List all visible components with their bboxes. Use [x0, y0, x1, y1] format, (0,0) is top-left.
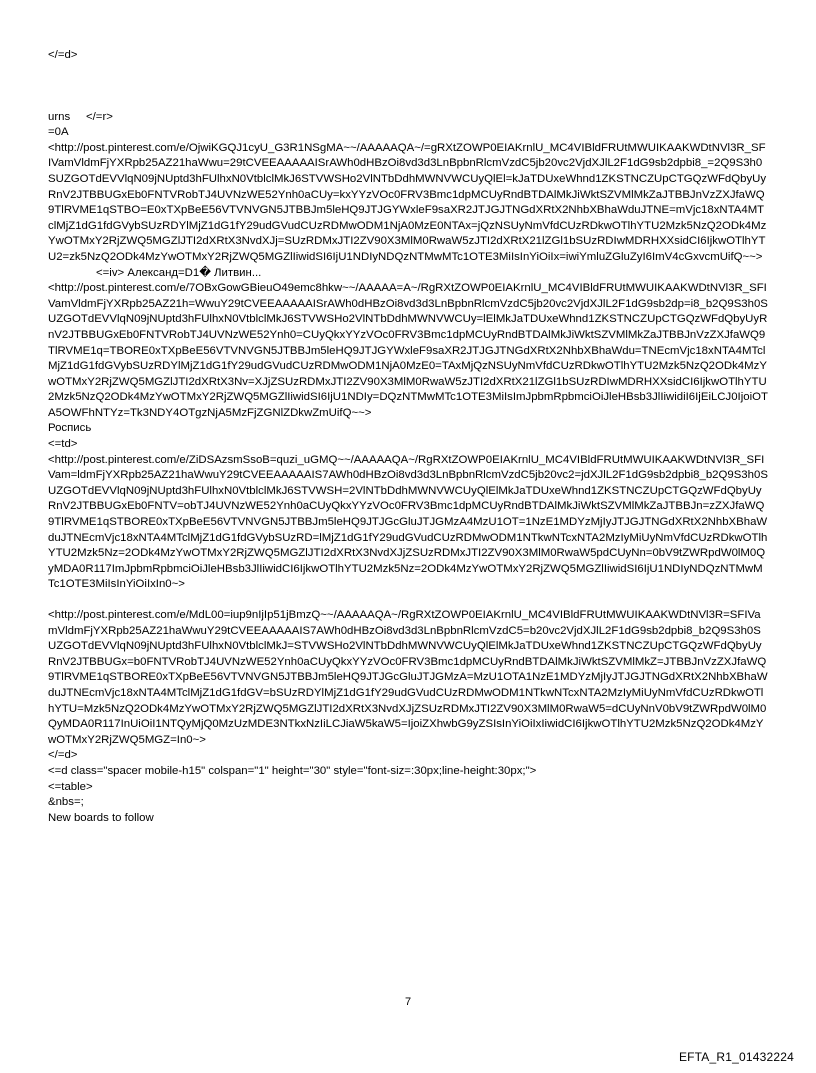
text-line: Роспись — [48, 422, 92, 435]
document-id: EFTA_R1_01432224 — [678, 1050, 794, 1064]
url-block: <http://post.pinterest.com/e/OjwiKGQJ1cyU_G3R1NSgMA~~/AAAAAQA~/=gRXtZOWP0EIAKrnlU_MC4VIBldFRUtMWUIKAAKWDtNVl3R_SFIVamVldmFjYXRpb25AZ21haWwu=29tCVEEAAAAAISrAWh0dHBzOi8vd3d3LnBpbnRlcmVzdC5jb20vc2VjdXJlL2F1dG9sb2dpbi8_=2Q9S3h0SUZGOTdEVVlqN09jNUptd3hFUlhxN0VtblclMkJ6STVWSHo2VlNTbDdhMWNVWCUyQlEl=kJaTDUxeWhnd1ZKSTNCZUpCTGQzWFdQbyUyRnV2JTBBUGxEb0FNTVRobTJ4UVNzWE52Ynh0aCUy=kxYYzVOc0FRV3Bmc1dpMCUyRndBTDAlMkJiWktSZVMlMkZaJTBBJnVzZXJfaWQ9TlRVME1qSTBO=E0xTXpBeE56VTVNVGN5JTBBJm5leHQ9JTJGYWxleF9saXR2JTJGJTNGdXRtX2NhbXBhaWduJTNE=mVjc18xNTA4MTclMjZ1dG1fdGVybSUzRDYlMjZ1dG1fY29udGVudCUzRDMwODM1NjA0MzE0NTAx=jQzNSUyNmVfdCUzRDkwOTlhYTU2Mzk5NzQ2ODk4MzYwOTMxY2RjZWQ5MGZlJTI2dXRtX3NvdXJj=SUzRDMxJTI2ZV90X3MlM0RwaW5zJTI2dXRtX21lZGl1bSUzRDIwMDRHXXsidCI6IjkwOTlhYTU2=zk5NzQ2ODk4MzYwOTMxY2RjZWQ5MGZlIiwidSI6IjU1NDIyNDQzNTMwMTc1OTE3MiIsInYiOiIx=iwiYmluZGluZyI6ImV4cGxvcmUifQ~~> — [48, 141, 767, 263]
text-line: <=td> — [48, 438, 78, 451]
text-line: New boards to follow — [48, 811, 154, 824]
text-line: =0A — [48, 126, 69, 139]
document-body — [48, 48, 768, 826]
text-line: <=d class="spacer mobile-h15" colspan="1" height="30" style="font-siz=:30px;line-height:30px;"> — [48, 764, 537, 777]
text-line: &nbs=; — [48, 796, 84, 809]
text-line: <=iv> Александ=D1� Литвин... — [96, 266, 262, 279]
url-block: <http://post.pinterest.com/e/ZiDSAzsmSsoB=quzi_uGMQ~~/AAAAAQA~/RgRXtZOWP0EIAKrnlU_MC4VIBldFRUtMWUIKAAKWDtNVl3R_SFIVam=ldmFjYXRpb25AZ21haWwuY29tCVEEAAAAAIS7AWh0dHBzOi8vd3d3LnBpbnRlcmVzdC5jb20vc2=jdXJlL2F1dG9sb2dpbi8_b2Q9S3h0SUZGOTdEVVlqN09jNUptd3hFUlhxN0VtblclMkJ6STVWSH=2VlNTbDdhMWNVWCUyQlElMkJaTDUxeWhnd1ZKSTNCZUpCTGQzWFdQbyUyRnV2JTBBUGxEb0FNTV=obTJ4UVNzWE52Ynh0aCUyQkxYYzVOc0FRV3Bmc1dpMCUyRndBTDAlMkJiWktSZVMlMkZaJTBBJn=zZXJfaWQ9TlRVME1qSTBORE0xTXpBeE56VTVNVGN5JTBBJm5leHQ9JTJGcGluJTJGMzA4MzU1OT=1NzE1MDYzMjIyJTJGJTNGdXRtX2NhbXBhaWduJTNEcmVjc18xNTA4MTclMjZ1dG1fdGVybSUzRD=lMjZ1dG1fY29udGVudCUzRDMwODM1NTkwNTcxNTA2MzIyMiUyNmVfdCUzRDkwOTlhYTU2Mzk5Nz=2ODk4MzYwOTMxY2RjZWQ5MGZlJTI2dXRtX3NvdXJjZSUzRDMxJTI2ZV90X3MlM0RwaW5pdCUyNn=0bV9tZWRpdW0lM0QyMDA0R117ImJpbmRpbmciOiJleHBsb3JlIiwidCI6IjkwOTlhYTU2Mzk5Nz=2ODk4MzYwOTMxY2RjZWQ5MGZlIiwidSI6IjU1NDIyNDQzNTMwMTc1OTE3MiIsInYiOiIxIn0~> — [48, 453, 768, 591]
text-line: <=table> — [48, 780, 93, 793]
text-line: urns </=r> — [48, 110, 113, 123]
url-block: <http://post.pinterest.com/e/MdL00=iup9nIjIp51jBmzQ~~/AAAAAQA~/RgRXtZOWP0EIAKrnlU_MC4VIBldFRUtMWUIKAAKWDtNVl3R=SFIVamVldmFjYXRpb25AZ21haWwuY29tCVEEAAAAAIS7AWh0dHBzOi8vd3d3LnBpbnRlcmVzdC5=b20vc2VjdXJlL2F1dG9sb2dpbi8_b2Q9S3h0SUZGOTdEVVlqN09jNUptd3hFUlhxN0VtblclMkJ=STVWSHo2VlNTbDdhMWNVWCUyQlElMkJaTDUxeWhnd1ZKSTNCZUpCTGQzWFdQbyUyRnV2JTBBUGx=b0FNTVRobTJ4UVNzWE52Ynh0aCUyQkxYYzVOc0FRV3Bmc1dpMCUyRndBTDAlMkJiWktSZVMlMkZ=JTBBJnVzZXJfaWQ9TlRVME1qSTBORE0xTXpBeE56VTVNVGN5JTBBJm5leHQ9JTJGcGluJTJGMzA=MzU1OTA1NzE1MDYzMjIyJTJGJTNGdXRtX2NhbXBhaWduJTNEcmVjc18xNTA4MTclMjZ1dG1fdGV=bSUzRDYlMjZ1dG1fY29udGVudCUzRDMwODM1NTkwNTcxNTA2MzIyMiUyNmVfdCUzRDkwOTlhYTU=Mzk5NzQ2ODk4MzYwOTMxY2RjZWQ5MGZlJTI2dXRtX3NvdXJjZSUzRDMxJTI2ZV90X3MlM0RwaW5=dCUyNnV0bV9tZWRpdW0lM0QyMDA0R117InUiOiI1NTQyMjQ0MzUzMDE3NTkxNzIiLCJiaW5kaW5=IjoiZXhwbG9yZSIsInYiOiIxIiwidCI6IjkwOTlhYTU2Mzk5NzQ2ODk4MzYwOTMxY2RjZWQ5MGZ=In0~> — [48, 609, 768, 746]
page-number: 7 — [404, 996, 412, 1008]
text-line: </=d> — [48, 49, 78, 61]
text-line: </=d> — [48, 749, 78, 762]
url-block: <http://post.pinterest.com/e/7OBxGowGBieuO49emc8hkw~~/AAAAA=A~/RgRXtZOWP0EIAKrnlU_MC4VIBldFRUtMWUIKAAKWDtNVl3R_SFIVamVldmFjYXRpb25AZ21h=WwuY29tCVEEAAAAAISrAWh0dHBzOi8vd3d3LnBpbnRlcmVzdC5jb20vc2VjdXJlL2F1dG9sb2dp=i8_b2Q9S3h0SUZGOTdEVVlqN09jNUptd3hFUlhxN0VtblclMkJ6STVWSHo2VlNTbDdhMWNVWCUy=lElMkJaTDUxeWhnd1ZKSTNCZUpCTGQzWFdQbyUyRnV2JTBBUGxEb0FNTVRobTJ4UVNzWE52Ynh0=CUyQkxYYzVOc0FRV3Bmc1dpMCUyRndBTDAlMkJiWktSZVMlMkZaJTBBJnVzZXJfaWQ9TlRVME1q=TBORE0xTXpBeE56VTVNVGN5JTBBJm5leHQ9JTJGYWxleF9saXR2JTJGJTNGdXRtX2NhbXBhaWdu=TNEcmVjc18xNTA4MTclMjZ1dG1fdGVybSUzRDYlMjZ1dG1fY29udGVudCUzRDMwODM1NjA0MzE0=TAxMjQzNSUyNmVfdCUzRDkwOTlhYTU2Mzk5NzQ2ODk4MzYwOTMxY2RjZWQ5MGZlJTI2dXRtX3Nv=XJjZSUzRDMxJTI2ZV90X3MlM0RwaW5zJTI2dXRtX21lZGl1bSUzRDIwMDRHXXsidCI6IjkwOTlhYTU2Mzk5NzQ2ODk4MzYwOTMxY2RjZWQ5MGZlIiwidSI6IjU1NDIy=DQzNTMwMTc1OTE3MiIsImJpbmRpbmciOiJleHBsb3JlIiwidiI6IjEiLCJ0IjoiOTA5OWFhNTYz=Tk3NDY4OTgzNjA5MzFjZGNlZDkwZmUifQ~~> — [48, 282, 768, 419]
